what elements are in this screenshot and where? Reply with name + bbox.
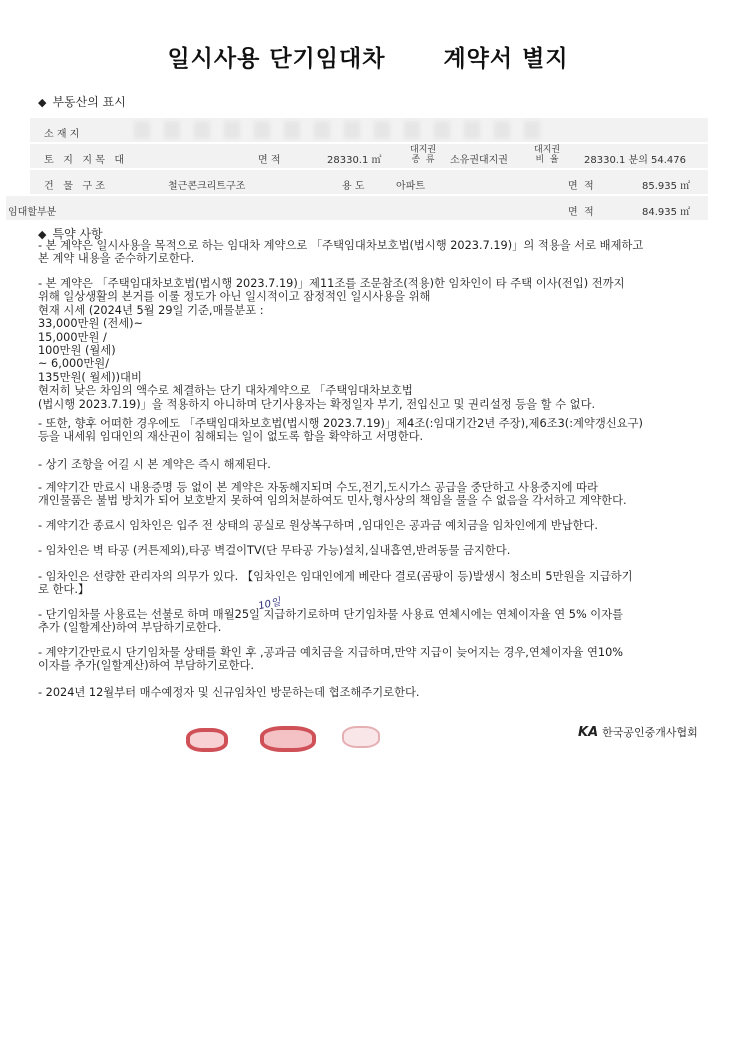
clause-9: - 단기임차물 사용료는 선불로 하며 매월25일 지급하기로하며 단기임차물 사용료 연체시에는 연체이자율 연 5% 이자를 추가 (일할계산)하여 부담하기로한다. — [38, 608, 624, 635]
clause-1: - 본 계약은 일시사용을 목적으로 하는 임대차 계약으로 「주택임대차보호법(법시행 2023.7.19)」의 적용을 서로 배제하고 본 계약 내용을 준수하기로한다. — [38, 239, 644, 266]
land-area-label: 면 적 — [258, 155, 281, 166]
redacted-address — [120, 121, 540, 139]
clause-4: - 상기 조항을 어길 시 본 계약은 즉시 해제된다. — [38, 458, 271, 471]
building-area-value: 85.935 ㎡ — [642, 181, 691, 192]
land-label: 토 지 지 목 대 — [44, 155, 125, 166]
diamond-bullet-icon: ◆ — [38, 228, 47, 241]
address-row — [30, 118, 708, 142]
association-name: 한국공인중개사협회 — [602, 726, 698, 739]
lease-area-label: 면 적 — [568, 207, 594, 218]
seal-stamp-2 — [260, 726, 316, 752]
clause-8: - 임차인은 선량한 관리자의 의무가 있다. 【임차인은 임대인에게 베란다 결로(곰팡이 등)발생시 청소비 5만원을 지급하기 로 한다.】 — [38, 570, 633, 597]
use-label: 용 도 — [342, 181, 365, 192]
clause-11: - 2024년 12월부터 매수예정자 및 신규임차인 방문하는데 협조해주기로한다. — [38, 686, 420, 699]
land-row — [30, 144, 708, 168]
document-title — [0, 40, 736, 73]
clause-2: - 본 계약은 「주택임대차보호법(법시행 2023.7.19)」제11조를 조문참조(적용)한 임차인이 타 주택 이사(전입) 전까지 위해 일상생활의 본거를 이룰 정도가 아닌 일시적이고 잠정적인 일시사용을 위해 현재 시세 (2024년 5월 29일 기준,매물분포 : 33,000만원 (전세)~ 15,000만원 / 100만원 (월세) ~ 6,000만원/ 135만원( 월세))대비 현저히 낮은 차임의 액수로 체결하는 단기 대차계약으로 「주택임대차보호법 (법시행 2023.7.19)」을 적용하지 아니하며 단기사용자는 확정일자 부기, 전입신고 및 권리설정 등을 할 수 없다. — [38, 277, 625, 411]
clause-10: - 계약기간만료시 단기임차물 상태를 확인 후 ,공과금 예치금을 지급하며,만약 지급이 늦어지는 경우,연체이자율 연10% 이자를 추가(일할계산)하여 부담하기로한다. — [38, 646, 624, 673]
clause-5: - 계약기간 만료시 내용증명 등 없이 본 계약은 자동해지되며 수도,전기,도시가스 공급을 중단하고 사용중지에 따라 개인물품은 불법 방치가 되어 보호받지 못하여 임의처분하여도 민사,형사상의 책임을 물을 수 없음을 각서하고 계약한다. — [38, 481, 627, 508]
ka-logo-icon: KA — [578, 725, 599, 740]
seal-stamp-1 — [186, 728, 228, 752]
special-terms-heading: ◆ 특약 사항 — [38, 227, 103, 241]
land-area-value: 28330.1 ㎡ — [327, 155, 382, 166]
association-logo — [578, 724, 698, 740]
clause-3: - 또한, 향후 어떠한 경우에도 「주택임대차보호법(법시행 2023.7.19)」제4조(:임대기간2년 주장),제6조3(:계약갱신요구) 등을 내세워 임대인의 재산권이 침해되는 일이 없도록 함을 확약하고 서명한다. — [38, 417, 643, 444]
right-type-value: 소유권대지권 — [450, 155, 508, 166]
title-part-2: 계약서 별지 — [443, 46, 569, 72]
ratio-value: 28330.1 분의 54.476 — [584, 155, 687, 166]
lease-area-value: 84.935 ㎡ — [642, 207, 691, 218]
building-row — [30, 170, 708, 194]
use-value: 아파트 — [396, 181, 425, 192]
right-type-label: 대지권 종 류 — [410, 145, 437, 165]
diamond-bullet-icon: ◆ — [38, 96, 47, 109]
seal-stamp-3 — [342, 726, 380, 748]
address-label: 소 재 지 — [44, 129, 80, 140]
building-label: 건 물 구 조 — [44, 181, 105, 192]
property-table — [8, 118, 708, 218]
handwritten-correction: 10일 — [257, 596, 282, 613]
building-area-label: 면 적 — [568, 181, 594, 192]
structure-value: 철근콘크리트구조 — [168, 181, 246, 192]
title-part-1: 일시사용 단기임대차 — [167, 46, 386, 72]
clause-7: - 임차인은 벽 타공 (커튼제외),타공 벽걸이TV(단 무타공 가능)설치,실내흡연,반려동물 금지한다. — [38, 544, 511, 557]
property-section-heading: ◆ 부동산의 표시 — [38, 95, 126, 109]
ratio-label: 대지권 비 율 — [534, 145, 561, 165]
lease-part-row — [6, 196, 708, 220]
lease-part-label: 임대할부분 — [8, 207, 57, 218]
clause-6: - 계약기간 종료시 임차인은 입주 전 상태의 공실로 원상복구하며 ,임대인은 공과금 예치금을 임차인에게 반납한다. — [38, 519, 598, 532]
